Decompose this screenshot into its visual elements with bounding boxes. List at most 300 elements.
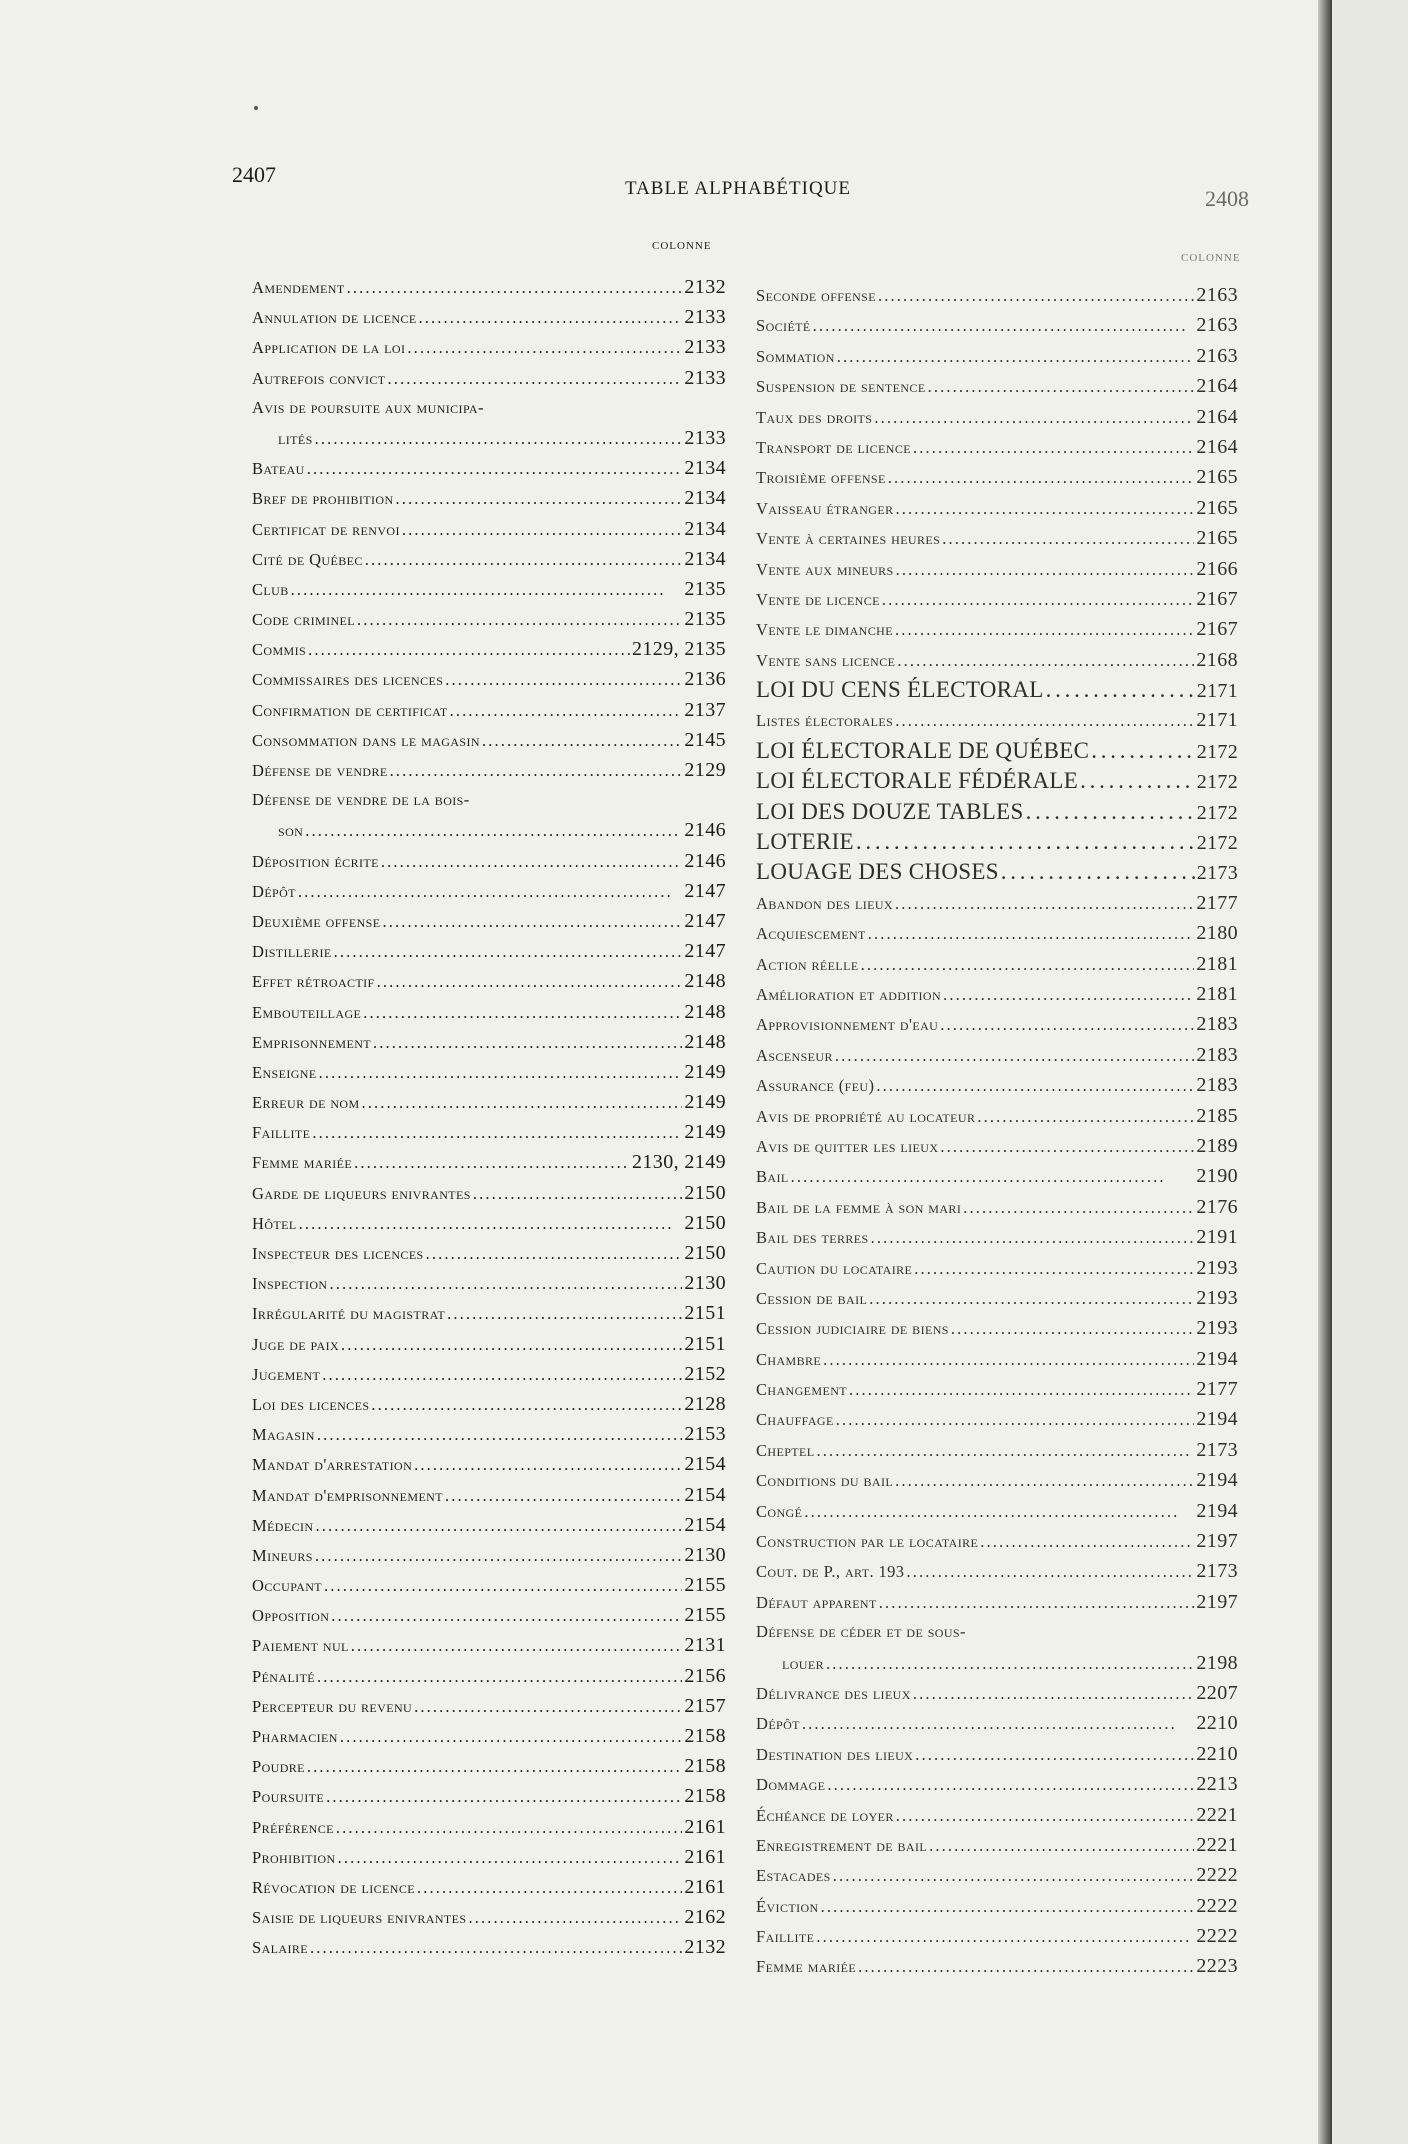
index-entry-label: Irrégularité du magistrat	[252, 1304, 446, 1324]
leader-dots	[897, 646, 1194, 676]
index-entry-label: Prohibition	[252, 1847, 336, 1867]
index-entry-column-number: 2137	[684, 698, 726, 721]
index-entry	[252, 1630, 726, 1660]
leader-dots	[914, 1254, 1194, 1284]
index-entry	[756, 1830, 1238, 1860]
index-entry	[252, 846, 726, 876]
leader-dots	[315, 424, 683, 454]
index-entry-label: Conditions du bail	[756, 1471, 894, 1491]
index-entry	[756, 827, 1238, 857]
index-entry	[756, 341, 1238, 371]
leader-dots	[878, 281, 1194, 311]
index-entry-label: Approvisionnement d'eau	[756, 1015, 939, 1035]
index-entry-label: Bail de la femme à son mari	[756, 1197, 962, 1217]
index-entry-label: Saisie de liqueurs enivrantes	[252, 1908, 467, 1928]
index-entry-column-number: 2154	[684, 1513, 726, 1536]
index-entry-column-number: 2161	[684, 1875, 726, 1898]
index-entry	[756, 432, 1238, 462]
leader-dots	[940, 1010, 1194, 1040]
index-entry	[756, 949, 1238, 979]
leader-dots	[856, 827, 1195, 857]
index-entry-column-number: 2183	[1196, 1043, 1238, 1066]
index-entry-column-number: 2130	[684, 1272, 726, 1295]
leader-dots	[351, 1631, 683, 1661]
index-entry-column-number: 2132	[684, 1936, 726, 1959]
index-entry-label: Chambre	[756, 1349, 822, 1369]
index-entry-label: Cession de bail	[756, 1288, 868, 1308]
index-entry	[756, 1587, 1238, 1617]
leader-dots	[929, 1831, 1194, 1861]
index-entry-column-number: 2181	[1196, 952, 1238, 975]
index-entry	[252, 725, 726, 755]
index-entry-label: Bateau	[252, 459, 305, 479]
leader-dots	[482, 726, 682, 756]
index-entry-label: Bail	[756, 1167, 789, 1187]
index-entry-column-number: 2155	[684, 1574, 726, 1597]
index-entry-label: Magasin	[252, 1425, 315, 1445]
index-entry	[252, 1480, 726, 1510]
index-entry-label: Cheptel	[756, 1440, 815, 1460]
index-entry-label: Suspension de sentence	[756, 377, 926, 397]
index-entry	[756, 1101, 1238, 1131]
leader-dots	[330, 1269, 683, 1299]
index-entry-column-number: 2162	[684, 1906, 726, 1929]
index-entry-label: Autrefois convict	[252, 368, 386, 388]
leader-dots	[861, 950, 1195, 980]
index-entry	[252, 363, 726, 393]
index-entry-label: Dommage	[756, 1775, 826, 1795]
index-entry	[756, 493, 1238, 523]
index-entry-label: Occupant	[252, 1576, 323, 1596]
leader-dots	[382, 907, 682, 937]
index-entry-column-number: 2177	[1196, 1378, 1238, 1401]
index-entry	[252, 574, 726, 604]
leader-dots	[821, 1892, 1195, 1922]
index-entry-label: Mandat d'arrestation	[252, 1455, 413, 1475]
index-entry-column-number: 2133	[684, 426, 726, 449]
leader-dots	[868, 919, 1195, 949]
index-entry-label: Médecin	[252, 1515, 314, 1535]
leader-dots	[813, 311, 1195, 341]
index-entry-column-number: 2180	[1196, 922, 1238, 945]
index-entry-label: Enregistrement de bail	[756, 1835, 928, 1855]
index-entry-column-number: 2134	[684, 547, 726, 570]
index-entry	[756, 979, 1238, 1009]
index-entry-label: Vaisseau étranger	[756, 498, 894, 518]
index-entry-column-number: 2149	[684, 1091, 726, 1114]
leader-dots	[816, 1436, 1194, 1466]
index-entry-column-number: 2164	[1196, 405, 1238, 428]
index-entry-column-number: 2133	[684, 336, 726, 359]
leader-dots	[849, 1375, 1194, 1405]
leader-dots	[977, 1102, 1194, 1132]
index-entry-label: lités	[278, 428, 313, 448]
index-entry-column-number: 2183	[1196, 1013, 1238, 1036]
index-entry	[756, 918, 1238, 948]
index-entry	[252, 1600, 726, 1630]
index-entry	[756, 888, 1238, 918]
index-entry-label: Pénalité	[252, 1666, 316, 1686]
index-entry	[756, 797, 1238, 827]
index-entry-label: Destination des lieux	[756, 1744, 914, 1764]
leader-dots	[888, 463, 1195, 493]
index-entry-label: Cité de Québec	[252, 549, 363, 569]
index-entry	[252, 604, 726, 634]
leader-dots	[836, 1405, 1195, 1435]
leader-dots	[980, 1527, 1194, 1557]
index-entry	[756, 402, 1238, 432]
index-entry-column-number: 2193	[1196, 1286, 1238, 1309]
index-entry-column-number: 2177	[1196, 891, 1238, 914]
index-entry	[756, 280, 1238, 310]
leader-dots	[835, 1041, 1195, 1071]
index-entry-label: Dépôt	[252, 881, 296, 901]
index-entry	[252, 936, 726, 966]
index-entry-column-number: 2129	[684, 759, 726, 781]
index-entry	[252, 272, 726, 302]
leader-dots	[390, 756, 683, 786]
index-entry-column-number: 2150	[684, 1242, 726, 1264]
index-entry	[252, 1268, 726, 1298]
index-entry	[252, 1932, 726, 1962]
leader-dots	[895, 1466, 1194, 1496]
index-entry	[252, 1812, 726, 1842]
index-entry	[756, 1648, 1238, 1678]
leader-dots	[895, 889, 1194, 919]
index-entry-column-number: 2164	[1196, 375, 1238, 398]
index-entry-column-number: 2194	[1196, 1469, 1238, 1492]
leader-dots	[354, 1148, 630, 1178]
index-entry	[252, 453, 726, 483]
index-entry-column-number: 2147	[684, 879, 726, 902]
index-entry	[252, 997, 726, 1027]
index-entry-column-number: 2181	[1196, 982, 1238, 1005]
index-entry	[756, 584, 1238, 614]
index-entry-column-number: 2207	[1196, 1681, 1238, 1704]
index-entry	[756, 1161, 1238, 1191]
leader-dots	[928, 372, 1195, 402]
index-entry-label: louer	[782, 1653, 824, 1673]
leader-dots	[377, 967, 683, 997]
index-entry-label: Erreur de nom	[252, 1093, 360, 1113]
index-entry-column-number: 2155	[684, 1604, 726, 1627]
index-entry	[252, 393, 726, 423]
index-entry	[252, 302, 726, 332]
index-entry	[756, 1070, 1238, 1100]
leader-dots	[468, 1903, 682, 1933]
index-entry-label: Embouteillage	[252, 1002, 362, 1022]
index-entry-label: Application de la loi	[252, 338, 406, 358]
index-entry-label: Percepteur du revenu	[252, 1696, 413, 1716]
index-entry	[252, 483, 726, 513]
leader-dots	[371, 1390, 682, 1420]
index-entry	[756, 1921, 1238, 1951]
leader-dots	[396, 484, 683, 514]
leader-dots	[895, 615, 1194, 645]
leader-dots	[326, 1782, 682, 1812]
index-entry-label: Sommation	[756, 346, 835, 366]
leader-dots	[417, 1873, 682, 1903]
index-entry-label: Transport de licence	[756, 437, 911, 457]
leader-dots	[445, 1481, 682, 1511]
index-entry-column-number: 2161	[684, 1845, 726, 1868]
index-entry-label: Certificat de renvoi	[252, 519, 400, 539]
index-entry-column-number: 2168	[1196, 648, 1238, 671]
index-entry-column-number: 2173	[1196, 1438, 1238, 1461]
leader-dots	[331, 1601, 682, 1631]
index-entry-column-number: 2171	[1196, 709, 1238, 732]
leader-dots	[310, 1933, 682, 1963]
index-entry-label: Défense de céder et de sous-	[756, 1622, 966, 1642]
leader-dots	[317, 1662, 682, 1692]
index-entry-column-number: 2149	[684, 1060, 726, 1083]
leader-dots	[315, 1511, 682, 1541]
leader-dots	[879, 1588, 1195, 1618]
index-entry	[252, 1781, 726, 1811]
index-entry	[252, 634, 726, 664]
index-entry	[756, 1009, 1238, 1039]
leader-dots	[876, 1071, 1194, 1101]
index-entry	[756, 1739, 1238, 1769]
index-entry-column-number: 2164	[1196, 435, 1238, 458]
index-entry-label: Annulation de licence	[252, 308, 417, 328]
leader-dots	[913, 433, 1194, 463]
column-label-left: COLONNE	[652, 240, 712, 252]
leader-dots	[906, 1557, 1194, 1587]
index-entry-label: Troisième offense	[756, 468, 886, 488]
index-entry-label: Éviction	[756, 1896, 819, 1916]
index-entry	[252, 1329, 726, 1359]
index-entry	[756, 1222, 1238, 1252]
index-entry-column-number: 2222	[1196, 1864, 1238, 1887]
index-entry	[252, 1540, 726, 1570]
index-entry-label: Amélioration et addition	[756, 984, 942, 1004]
index-entry	[756, 1253, 1238, 1283]
index-entry	[252, 1721, 726, 1751]
index-entry-label: Assurance (feu)	[756, 1076, 875, 1096]
index-entry-column-number: 2147	[684, 940, 726, 963]
leader-dots	[1026, 797, 1195, 827]
leader-dots	[402, 515, 683, 545]
index-entry-column-number: 2173	[1196, 862, 1238, 885]
index-entry	[756, 1708, 1238, 1738]
index-entry-column-number: 2153	[684, 1423, 726, 1446]
leader-dots	[473, 1179, 683, 1209]
page-edge-shadow	[1318, 0, 1332, 2144]
leader-dots	[419, 303, 683, 333]
index-entry-label: Défaut apparent	[756, 1592, 877, 1612]
index-entry	[252, 514, 726, 544]
index-entry-label: Opposition	[252, 1606, 330, 1626]
index-entry	[252, 1902, 726, 1932]
index-entry-column-number: 2185	[1196, 1104, 1238, 1127]
index-entry-column-number: 2150	[684, 1181, 726, 1204]
index-entry-label: Poudre	[252, 1757, 305, 1777]
index-entry-column-number: 2193	[1196, 1256, 1238, 1279]
index-entry	[252, 1419, 726, 1449]
index-entry-label: Inspection	[252, 1274, 328, 1294]
leader-dots	[940, 1132, 1194, 1162]
index-entry-label: Déposition écrite	[252, 851, 379, 871]
leader-dots	[816, 1922, 1194, 1952]
index-entry-label: Acquiescement	[756, 924, 866, 944]
index-entry-label: Bail des terres	[756, 1228, 869, 1248]
index-entry	[252, 1872, 726, 1902]
index-entry	[252, 1057, 726, 1087]
leader-dots	[874, 403, 1194, 433]
index-entry-column-number: 2135	[684, 608, 726, 631]
index-entry-label: Révocation de licence	[252, 1877, 415, 1897]
leader-dots	[882, 585, 1195, 615]
index-entry-column-number: 2128	[684, 1392, 726, 1415]
index-entry	[252, 1691, 726, 1721]
index-entry-label: Dépôt	[756, 1714, 800, 1734]
index-entry-column-number: 2198	[1196, 1651, 1238, 1674]
index-entry-label: Vente à certaines heures	[756, 529, 941, 549]
dust-speck	[254, 106, 258, 110]
index-entry	[756, 1526, 1238, 1556]
index-entry	[252, 876, 726, 906]
index-entry-column-number: 2165	[1196, 527, 1238, 550]
index-entry-label: Code criminel	[252, 610, 355, 630]
index-entry	[252, 1751, 726, 1781]
leader-dots	[324, 1571, 682, 1601]
leader-dots	[363, 998, 682, 1028]
index-entry-label: Ascenseur	[756, 1045, 833, 1065]
index-entry	[756, 1800, 1238, 1830]
index-entry-label: Pharmacien	[252, 1727, 338, 1746]
leader-dots	[317, 1420, 683, 1450]
index-entry-column-number: 2176	[1196, 1195, 1238, 1218]
leader-dots	[802, 1709, 1194, 1739]
index-entry	[252, 1147, 726, 1177]
leader-dots	[307, 454, 683, 484]
index-entry-column-number: 2148	[684, 970, 726, 993]
index-entry-column-number: 2172	[1196, 771, 1238, 794]
index-entry-column-number: 2197	[1196, 1530, 1238, 1553]
leader-dots	[1080, 766, 1195, 796]
index-entry-label: LOI DES DOUZE TABLES	[756, 798, 1024, 824]
leader-dots	[833, 1861, 1195, 1891]
index-entry-label: Listes électorales	[756, 711, 894, 731]
index-entry	[756, 1374, 1238, 1404]
leader-dots	[827, 1770, 1194, 1800]
index-entry-label: Enseigne	[252, 1062, 317, 1082]
index-entry	[252, 695, 726, 725]
index-entry-label: LOTERIE	[756, 829, 854, 855]
index-entry	[756, 1860, 1238, 1890]
leader-dots	[362, 1088, 683, 1118]
index-entry-label: Construction par le locataire	[756, 1532, 979, 1552]
index-entry-column-number: 2210	[1196, 1712, 1238, 1735]
index-entry-label: Emprisonnement	[252, 1032, 372, 1052]
index-entry-label: Délivrance des lieux	[756, 1683, 911, 1703]
index-entry-column-number: 2129, 2135	[632, 638, 726, 661]
index-entry-label: son	[278, 821, 304, 841]
index-entry	[252, 1208, 726, 1238]
index-entry-column-number: 2134	[684, 517, 726, 540]
index-entry-label: Congé	[756, 1501, 803, 1521]
leader-dots	[896, 555, 1195, 585]
index-entry	[756, 1951, 1238, 1981]
index-entry-column-number: 2156	[684, 1664, 726, 1687]
index-entry	[756, 1344, 1238, 1374]
leader-dots	[823, 1345, 1194, 1375]
index-entry-column-number: 2172	[1196, 832, 1238, 855]
index-entry-label: Commissaires des licences	[252, 670, 444, 690]
index-entry-column-number: 2148	[684, 1000, 726, 1023]
leader-dots	[319, 1058, 683, 1088]
leader-dots	[837, 342, 1195, 372]
leader-dots	[858, 1952, 1194, 1982]
index-entry-column-number: 2194	[1196, 1499, 1238, 1522]
index-entry	[756, 1040, 1238, 1070]
leader-dots	[869, 1284, 1194, 1314]
index-entry-label: Vente sans licence	[756, 650, 896, 670]
index-entry-label: Échéance de loyer	[756, 1805, 894, 1825]
leader-dots	[915, 1740, 1194, 1770]
index-entry-label: Société	[756, 316, 811, 336]
index-entry	[252, 332, 726, 362]
index-entry	[756, 1496, 1238, 1526]
right-page-number: 2408	[1205, 186, 1249, 211]
index-entry-label: Mandat d'emprisonnement	[252, 1485, 443, 1505]
index-entry-label: Amendement	[252, 278, 345, 297]
index-entry-column-number: 2190	[1196, 1165, 1238, 1188]
index-entry-label: Inspecteur des licences	[252, 1244, 424, 1263]
index-entry	[756, 1131, 1238, 1161]
index-entry-label: Confirmation de certificat	[252, 700, 448, 720]
index-entry	[252, 664, 726, 694]
index-entry-column-number: 2130	[684, 1543, 726, 1566]
index-entry-column-number: 2158	[684, 1755, 726, 1778]
index-entry-column-number: 2163	[1196, 284, 1238, 306]
index-entry	[252, 1449, 726, 1479]
index-entry	[756, 1678, 1238, 1708]
index-entry-label: Avis de propriété au locateur	[756, 1106, 976, 1126]
index-entry-column-number: 2194	[1196, 1347, 1238, 1370]
index-entry-column-number: 2171	[1196, 680, 1238, 703]
index-entry-label: Commis	[252, 640, 307, 660]
index-entry-column-number: 2163	[1196, 344, 1238, 367]
index-entry	[252, 1359, 726, 1389]
index-entry-column-number: 2210	[1196, 1742, 1238, 1765]
index-entry-column-number: 2154	[684, 1483, 726, 1506]
index-entry-label: Cout. de P., art. 193	[756, 1562, 905, 1582]
index-entry-column-number: 2131	[684, 1634, 726, 1657]
index-entry-label: Bref de prohibition	[252, 489, 394, 509]
index-entry-column-number: 2133	[684, 306, 726, 329]
index-entry-label: LOI DU CENS ÉLECTORAL	[756, 677, 1044, 703]
index-entry-column-number: 2165	[1196, 466, 1238, 489]
leader-dots	[291, 575, 683, 605]
index-entry-label: LOI ÉLECTORALE FÉDÉRALE	[756, 768, 1079, 794]
index-entry-label: Deuxième offense	[252, 911, 381, 931]
index-entry	[252, 1661, 726, 1691]
index-entry-label: Avis de quitter les lieux	[756, 1136, 939, 1156]
index-entry-column-number: 2148	[684, 1030, 726, 1053]
index-entry	[756, 1465, 1238, 1495]
leader-dots	[804, 1497, 1194, 1527]
index-entry	[252, 1298, 726, 1328]
index-entry-label: Estacades	[756, 1866, 831, 1886]
index-entry-column-number: 2172	[1196, 740, 1238, 763]
leader-dots	[357, 605, 682, 635]
leader-dots	[791, 1162, 1195, 1192]
index-entry-label: Vente aux mineurs	[756, 559, 894, 579]
leader-dots	[426, 1239, 683, 1269]
index-entry	[252, 785, 726, 815]
